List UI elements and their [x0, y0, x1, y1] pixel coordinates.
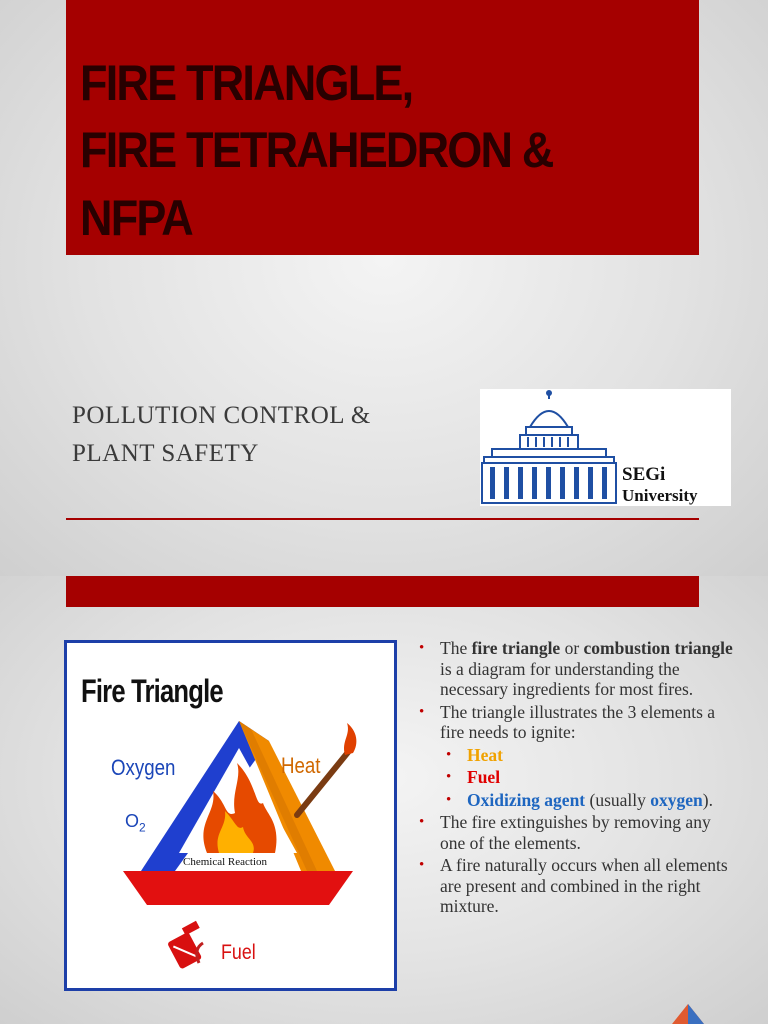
bullet-4: • A fire naturally occurs when all elements are present and combined in the right mixture. [417, 855, 737, 917]
bullet-3: • The fire extinguishes by removing any one of the elements. [417, 812, 737, 853]
logo-text-university: University [622, 486, 698, 505]
header-banner [66, 576, 699, 607]
bullet-1: • The fire triangle or combustion triangle is a diagram for understanding the necessary ingredients for most fires. [417, 638, 737, 700]
university-building-icon [480, 389, 620, 506]
oxygen-label: Oxygen [111, 755, 176, 780]
divider-line [66, 518, 699, 520]
subtitle-line-2: PLANT SAFETY [72, 440, 259, 467]
fire-triangle-figure [64, 640, 397, 991]
title-line-2: FIRE TETRAHEDRON & [80, 122, 553, 178]
bullet-list [417, 638, 737, 919]
content-slide [0, 576, 768, 1024]
title-banner [66, 0, 699, 255]
fuel-label: Fuel [221, 941, 256, 964]
subtitle-line-1: POLLUTION CONTROL & [72, 402, 371, 429]
sub-bullet-oxidizing-agent: • Oxidizing agent (usually oxygen). [417, 790, 737, 811]
fuel-base [123, 871, 353, 905]
corner-arrow-icon [668, 1004, 708, 1024]
sub-bullet-heat: • Heat [417, 745, 737, 766]
fuel-can-icon [164, 921, 213, 970]
logo-text-segi: SEGi [622, 464, 666, 485]
figure-title: Fire Triangle [81, 673, 223, 709]
sub-bullet-fuel: • Fuel [417, 767, 737, 788]
title-line-3: NFPA [80, 190, 192, 246]
segi-logo [480, 389, 731, 506]
title-line-1: FIRE TRIANGLE, [80, 55, 413, 111]
chemical-reaction-label: Chemical Reaction [183, 856, 267, 868]
o2-label: $O_2$ [125, 811, 146, 835]
bullet-2: • The triangle illustrates the 3 elements a fire needs to ignite: [417, 702, 737, 743]
fire-triangle-diagram [67, 643, 394, 988]
heat-label: Heat [281, 753, 321, 778]
